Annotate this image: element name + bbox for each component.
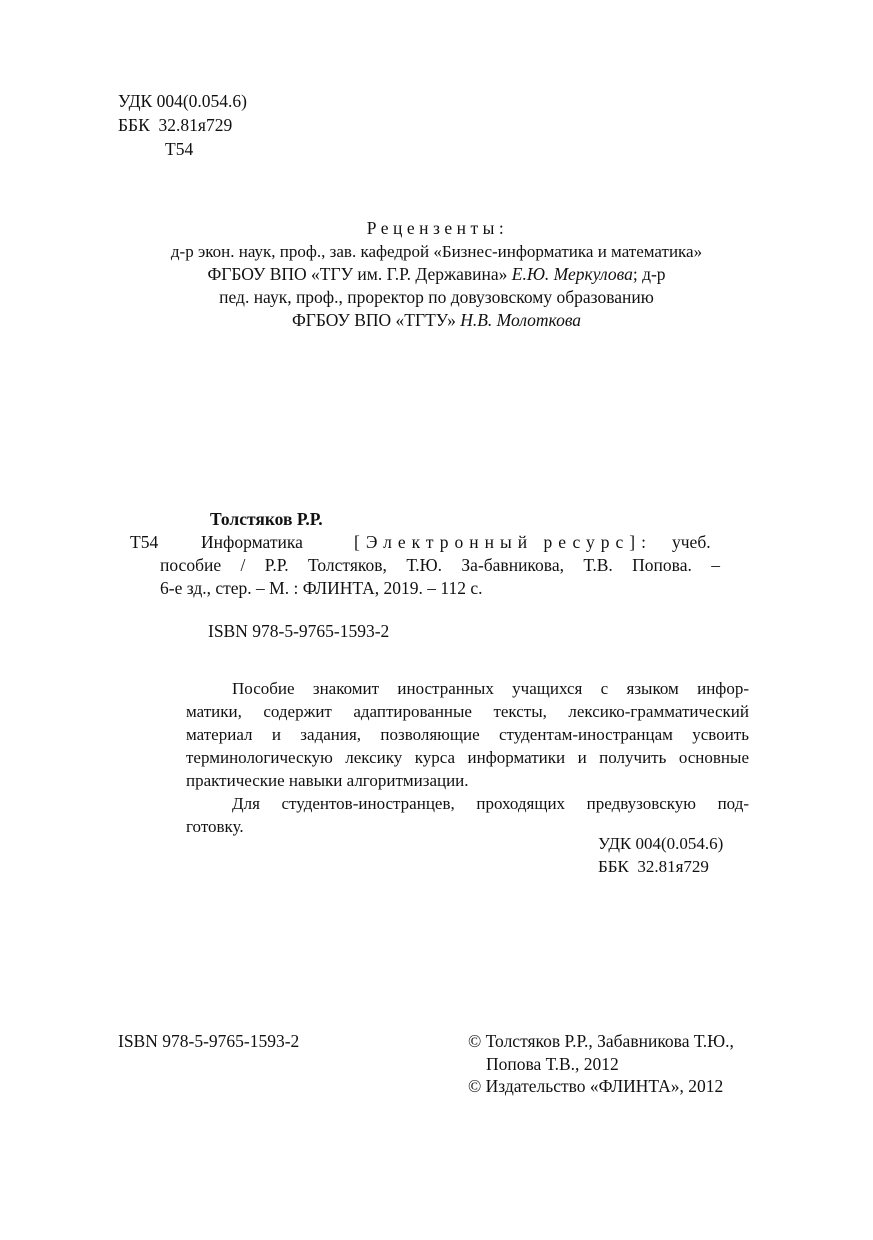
reviewer-2-org: ФГБОУ ВПО «ТГТУ» [291,310,461,330]
reviewer-1-suffix: ; д-р [632,264,666,284]
reviewer-1-org: ФГБОУ ВПО «ТГУ им. Г.Р. Державина» [207,264,512,284]
reviewers-line-3: пед. наук, проф., проректор по довузовскому образованию [219,287,654,307]
footer-isbn: ISBN 978-5-9765-1593-2 [118,1031,300,1051]
annotation-block [186,677,749,838]
footer-copyright-authors: © Толстяков Р.Р., Забавникова Т.Ю., [468,1031,734,1051]
reviewers-block [0,217,873,332]
annotation-p1-line-2: матики, содержит адаптированные тексты, лексико-грамматический [186,702,749,721]
reviewers-title: Рецензенты: [366,218,509,238]
reviewers-line-2 [0,263,873,286]
reviewer-2-name: Н.В. Молоткова [460,310,582,330]
annotation-p1-line-5: практические навыки алгоритмизации. [186,771,469,790]
record-isbn: ISBN 978-5-9765-1593-2 [208,621,390,641]
record-resource-type: [Электронный ресурс]: [354,532,652,552]
annotation-p1-line-1: Пособие знакомит иностранных учащихся с языком инфор- [232,679,749,698]
bbk-code: ББК 32.81я729 [118,115,233,135]
record-line1-end: учеб. [672,532,711,552]
footer-copyright-publisher: © Издательство «ФЛИНТА», 2012 [468,1076,724,1096]
annotation-p1-line-3: материал и задания, позволяющие студентам-иностранцам усвоить [186,725,749,744]
annotation-p2-line-1: Для студентов-иностранцев, проходящих предвузовскую под- [232,794,749,813]
record-author: Толстяков Р.Р. [210,509,323,529]
record-line-3: 6-е зд., стер. – М. : ФЛИНТА, 2019. – 112 с. [160,578,483,598]
record-title: Информатика [201,532,303,552]
author-sign: Т54 [165,139,194,159]
annotation-udk: УДК 004(0.054.6) [598,834,724,853]
annotation-p1-line-4: терминологическую лексику курса информатики и получить основные [186,748,749,767]
reviewer-1-name: Е.Ю. Меркулова [511,264,633,284]
annotation-bbk: ББК 32.81я729 [598,857,709,876]
footer-copyright-authors-cont: Попова Т.В., 2012 [486,1054,619,1074]
reviewers-line-4 [0,309,873,332]
udk-code: УДК 004(0.054.6) [118,91,248,111]
reviewers-line-1: д-р экон. наук, проф., зав. кафедрой «Бизнес-информатика и математика» [170,242,703,261]
record-line-2: пособие / Р.Р. Толстяков, Т.Ю. За-бавникова, Т.В. Попова. – [160,555,720,575]
annotation-p2-line-2: готовку. [186,817,244,836]
record-sign: Т54 [130,532,159,552]
